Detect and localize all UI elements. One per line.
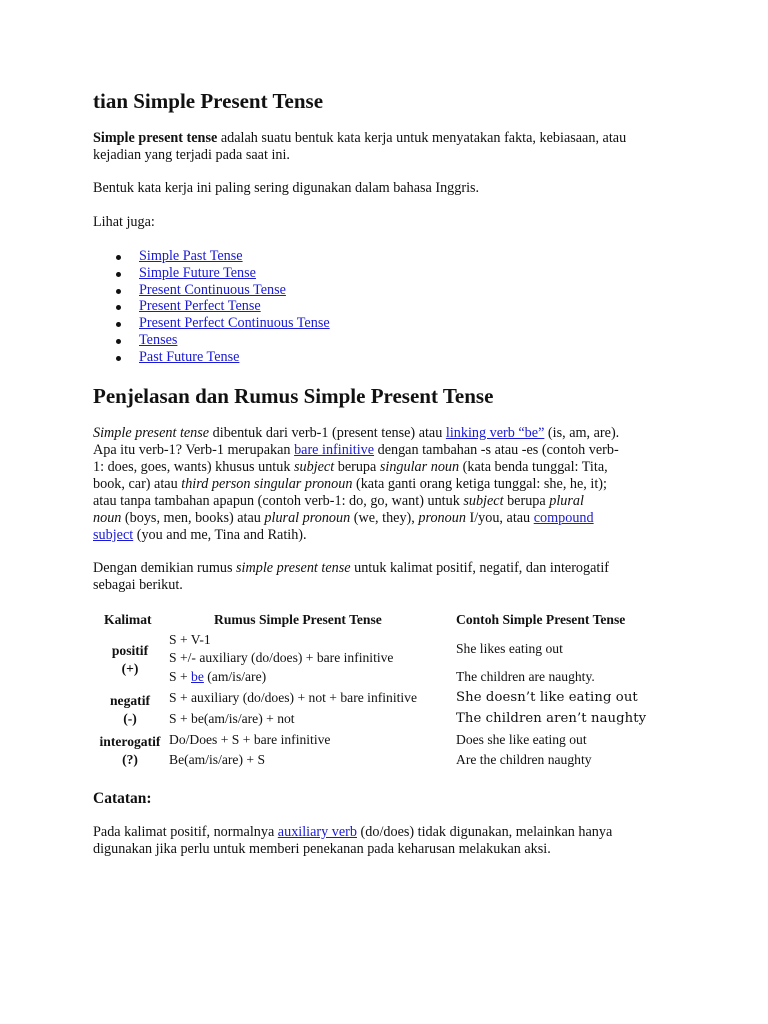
- formula-interogatif-1: Do/Does + S + bare infinitive: [169, 732, 331, 747]
- italic-term: singular noun: [379, 459, 460, 475]
- text: (you and me, Tina and Ratih).: [133, 527, 307, 543]
- text: Dengan demikian rumus: [93, 560, 237, 576]
- list-item: [93, 315, 330, 332]
- table-header-kalimat: Kalimat: [104, 612, 152, 627]
- intro-text-line2: kejadian yang terjadi pada saat ini.: [93, 147, 290, 163]
- link-tenses[interactable]: Tenses: [139, 331, 178, 348]
- list-item: [93, 282, 330, 299]
- example-interogatif-2: Are the children naughty: [456, 752, 592, 767]
- link-present-continuous-tense[interactable]: Present Continuous Tense: [139, 281, 286, 298]
- text: (kata benda tunggal: Tita,: [459, 459, 608, 475]
- label-symbol: (+): [121, 661, 139, 676]
- list-item: [93, 298, 330, 315]
- italic-term: noun: [93, 510, 122, 526]
- bullet-icon: [116, 255, 121, 260]
- text: digunakan jika perlu untuk memberi penekanan pada keharusan melakukan aksi.: [93, 841, 551, 857]
- notes-paragraph: [93, 824, 612, 858]
- label-symbol: (?): [122, 752, 138, 767]
- row-label-interogatif: [85, 733, 175, 769]
- label-text: interogatif: [99, 734, 161, 749]
- text: (boys, men, books) atau: [121, 510, 265, 526]
- text: Pada kalimat positif, normalnya: [93, 824, 278, 840]
- example-positif-1: She likes eating out: [456, 641, 563, 656]
- section-heading-rumus: Penjelasan dan Rumus Simple Present Tense: [93, 384, 494, 408]
- text: I/you, atau: [465, 510, 534, 526]
- formula-positif-3: [169, 669, 266, 685]
- italic-term: subject: [293, 459, 335, 475]
- formula-intro-paragraph: [93, 560, 609, 594]
- list-item: [93, 265, 330, 282]
- intro-paragraph: [93, 130, 626, 164]
- bullet-icon: [116, 322, 121, 327]
- bullet-icon: [116, 339, 121, 344]
- link-present-perfect-tense[interactable]: Present Perfect Tense: [139, 298, 261, 315]
- intro-text: adalah suatu bentuk kata kerja untuk menyatakan fakta, kebiasaan, atau: [217, 130, 627, 146]
- list-item: [93, 349, 330, 366]
- text: untuk kalimat positif, negatif, dan interogatif: [350, 560, 610, 576]
- link-auxiliary-verb[interactable]: auxiliary verb: [277, 824, 357, 840]
- text: book, car) atau: [93, 476, 182, 492]
- bullet-icon: [116, 356, 121, 361]
- explanation-paragraph: [93, 425, 619, 544]
- example-positif-2: The children are naughty.: [456, 669, 595, 684]
- link-be[interactable]: be: [191, 669, 204, 684]
- italic-term: plural: [549, 493, 584, 509]
- text: berupa: [334, 459, 380, 475]
- text: S +: [169, 669, 192, 684]
- link-simple-future-tense[interactable]: Simple Future Tense: [139, 264, 256, 281]
- bullet-icon: [116, 305, 121, 310]
- list-item: [93, 248, 330, 265]
- term-bold: Simple present tense: [93, 130, 218, 146]
- bullet-icon: [116, 272, 121, 277]
- usage-paragraph: Bentuk kata kerja ini paling sering digunakan dalam bahasa Inggris.: [93, 180, 480, 196]
- text: (kata ganti orang ketiga tunggal: she, he, it);: [352, 476, 607, 492]
- link-past-future-tense[interactable]: Past Future Tense: [139, 348, 240, 365]
- italic-term: plural pronoun: [264, 510, 351, 526]
- link-subject[interactable]: subject: [93, 527, 134, 543]
- label-symbol: (-): [123, 711, 137, 726]
- text: (we, they),: [350, 510, 419, 526]
- formula-positif-1: S + V-1: [169, 632, 211, 647]
- formula-negatif-1: S + auxiliary (do/does) + not + bare infinitive: [169, 690, 417, 705]
- text: Apa itu verb-1? Verb-1 merupakan: [93, 442, 295, 458]
- link-bare-infinitive[interactable]: bare infinitive: [294, 442, 375, 458]
- italic-term: subject: [463, 493, 504, 509]
- italic-term: simple present tense: [236, 560, 351, 576]
- italic-term: Simple present tense: [93, 425, 210, 441]
- row-label-positif: [85, 642, 175, 678]
- link-compound[interactable]: compound: [533, 510, 594, 526]
- link-present-perfect-continuous-tense[interactable]: Present Perfect Continuous Tense: [139, 315, 330, 332]
- label-text: negatif: [109, 693, 151, 708]
- table-header-contoh: Contoh Simple Present Tense: [456, 612, 626, 627]
- formula-interogatif-2: Be(am/is/are) + S: [169, 752, 265, 767]
- text: 1: does, goes, wants) khusus untuk: [93, 459, 294, 475]
- label-text: positif: [111, 643, 149, 658]
- notes-heading: Catatan:: [93, 790, 152, 807]
- see-also-list: [93, 248, 330, 366]
- link-simple-past-tense[interactable]: Simple Past Tense: [139, 248, 243, 264]
- section-heading: tian Simple Present Tense: [93, 89, 324, 113]
- example-interogatif-1: Does she like eating out: [456, 732, 587, 747]
- example-negatif-1: She doesn’t like eating out: [456, 690, 638, 705]
- bullet-icon: [116, 289, 121, 294]
- italic-term: pronoun: [418, 510, 466, 526]
- text: dengan tambahan -s atau -es (contoh verb-: [374, 442, 619, 458]
- formula-positif-2: S +/- auxiliary (do/does) + bare infinitive: [169, 650, 394, 665]
- example-negatif-2: The children aren’t naughty: [456, 711, 647, 726]
- formula-negatif-2: S + be(am/is/are) + not: [169, 711, 295, 726]
- list-item: [93, 332, 330, 349]
- link-linking-verb-be[interactable]: linking verb “be”: [445, 425, 545, 441]
- italic-term: third person singular pronoun: [181, 476, 353, 492]
- text: (is, am, are).: [544, 425, 620, 441]
- see-also-label: Lihat juga:: [93, 214, 155, 230]
- text: atau tanpa tambahan apapun (contoh verb-1: do, go, want) untuk: [93, 493, 464, 509]
- text: (do/does) tidak digunakan, melainkan hanya: [356, 824, 613, 840]
- text: (am/is/are): [203, 669, 267, 684]
- text: sebagai berikut.: [93, 577, 183, 593]
- text: berupa: [503, 493, 550, 509]
- table-header-rumus: Rumus Simple Present Tense: [214, 612, 382, 627]
- text: dibentuk dari verb-1 (present tense) atau: [209, 425, 446, 441]
- row-label-negatif: [85, 692, 175, 728]
